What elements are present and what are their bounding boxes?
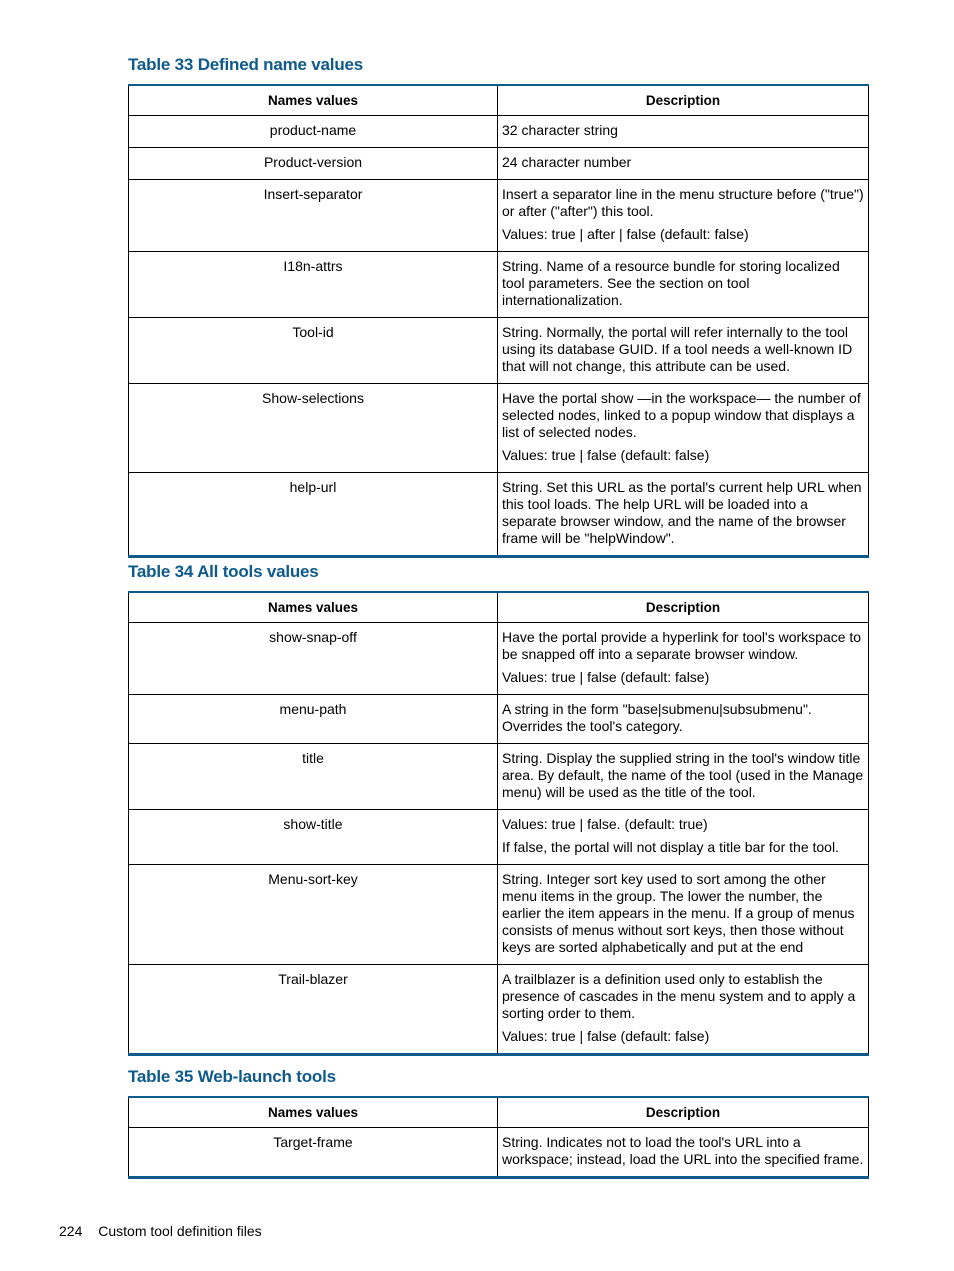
description-cell xyxy=(498,623,869,695)
description-paragraph: Have the portal provide a hyperlink for tool's workspace to be snapped off into a separate browser window. xyxy=(502,629,862,662)
name-cell: show-snap-off xyxy=(129,623,498,695)
description-paragraph: Have the portal show —in the workspace— the number of selected nodes, linked to a popup window that displays a list of selected nodes. xyxy=(502,390,861,440)
description-paragraph: 32 character string xyxy=(502,122,618,138)
name-cell: Show-selections xyxy=(129,384,498,473)
table-34-section xyxy=(128,562,868,1056)
table-header-row xyxy=(129,592,869,623)
description-cell xyxy=(498,384,869,473)
description-paragraph: Values: true | false (default: false) xyxy=(502,669,710,685)
table-caption: Table 35 Web-launch tools xyxy=(128,1067,336,1086)
name-cell: Trail-blazer xyxy=(129,965,498,1055)
table-row xyxy=(129,116,869,148)
table-row xyxy=(129,623,869,695)
header-names-values: Names values xyxy=(129,85,498,116)
description-cell xyxy=(498,148,869,180)
description-paragraph: A trailblazer is a definition used only to establish the presence of cascades in the menu system and to apply a sorting order to them. xyxy=(502,971,856,1021)
header-names-values: Names values xyxy=(129,592,498,623)
description-paragraph: String. Integer sort key used to sort among the other menu items in the group. The lower the number, the earlier the item appears in the menu. If a group of menus consists of menus without sort keys, then those without keys are sorted alphabetically and put at the end xyxy=(502,871,855,955)
description-cell xyxy=(498,965,869,1055)
definition-table xyxy=(128,591,869,1056)
description-paragraph: String. Indicates not to load the tool's URL into a workspace; instead, load the URL into the specified frame. xyxy=(502,1134,864,1167)
description-cell xyxy=(498,318,869,384)
table-row xyxy=(129,473,869,557)
table-row xyxy=(129,1128,869,1178)
table-row xyxy=(129,865,869,965)
header-names-values: Names values xyxy=(129,1097,498,1128)
table-row xyxy=(129,318,869,384)
description-paragraph: String. Set this URL as the portal's current help URL when this tool loads. The help URL will be loaded into a separate browser window, and the name of the browser frame will be "helpWindow". xyxy=(502,479,862,546)
description-paragraph: Values: true | after | false (default: false) xyxy=(502,226,749,242)
table-caption: Table 34 All tools values xyxy=(128,562,319,581)
description-paragraph: 24 character number xyxy=(502,154,632,170)
table-35-section xyxy=(128,1067,868,1179)
table-row xyxy=(129,180,869,252)
table-caption: Table 33 Defined name values xyxy=(128,55,364,74)
header-description: Description xyxy=(498,85,869,116)
definition-table xyxy=(128,1096,869,1179)
description-paragraph: String. Name of a resource bundle for storing localized tool parameters. See the section on tool internationalization. xyxy=(502,258,840,308)
description-cell xyxy=(498,252,869,318)
name-cell: title xyxy=(129,744,498,810)
table-row xyxy=(129,252,869,318)
footer-section-title: Custom tool definition files xyxy=(98,1223,262,1239)
table-header-row xyxy=(129,1097,869,1128)
description-paragraph: If false, the portal will not display a title bar for the tool. xyxy=(502,839,839,855)
definition-table xyxy=(128,84,869,558)
table-33-section xyxy=(128,55,868,558)
table-row xyxy=(129,965,869,1055)
page-footer xyxy=(59,1223,262,1240)
description-paragraph: Values: true | false (default: false) xyxy=(502,1028,710,1044)
name-cell: menu-path xyxy=(129,695,498,744)
header-description: Description xyxy=(498,592,869,623)
name-cell: product-name xyxy=(129,116,498,148)
description-paragraph: A string in the form "base|submenu|subsubmenu". Overrides the tool's category. xyxy=(502,701,812,734)
name-cell: Target-frame xyxy=(129,1128,498,1178)
table-header-row xyxy=(129,85,869,116)
header-description: Description xyxy=(498,1097,869,1128)
name-cell: Tool-id xyxy=(129,318,498,384)
name-cell: help-url xyxy=(129,473,498,557)
table-row xyxy=(129,384,869,473)
description-paragraph: Values: true | false. (default: true) xyxy=(502,816,708,832)
table-row xyxy=(129,695,869,744)
description-cell xyxy=(498,116,869,148)
name-cell: show-title xyxy=(129,810,498,865)
page-number: 224 xyxy=(59,1223,83,1239)
name-cell: Product-version xyxy=(129,148,498,180)
table-row xyxy=(129,744,869,810)
description-cell xyxy=(498,1128,869,1178)
table-row xyxy=(129,148,869,180)
name-cell: I18n-attrs xyxy=(129,252,498,318)
description-cell xyxy=(498,473,869,557)
name-cell: Menu-sort-key xyxy=(129,865,498,965)
description-cell xyxy=(498,180,869,252)
description-paragraph: Insert a separator line in the menu structure before ("true") or after ("after") this tool. xyxy=(502,186,864,219)
name-cell: Insert-separator xyxy=(129,180,498,252)
description-paragraph: String. Display the supplied string in the tool's window title area. By default, the name of the tool (used in the Manage menu) will be used as the title of the tool. xyxy=(502,750,864,800)
description-paragraph: String. Normally, the portal will refer internally to the tool using its database GUID. If a tool needs a well-known ID that will not change, this attribute can be used. xyxy=(502,324,853,374)
description-paragraph: Values: true | false (default: false) xyxy=(502,447,710,463)
description-cell xyxy=(498,810,869,865)
description-cell xyxy=(498,865,869,965)
description-cell xyxy=(498,695,869,744)
description-cell xyxy=(498,744,869,810)
table-row xyxy=(129,810,869,865)
